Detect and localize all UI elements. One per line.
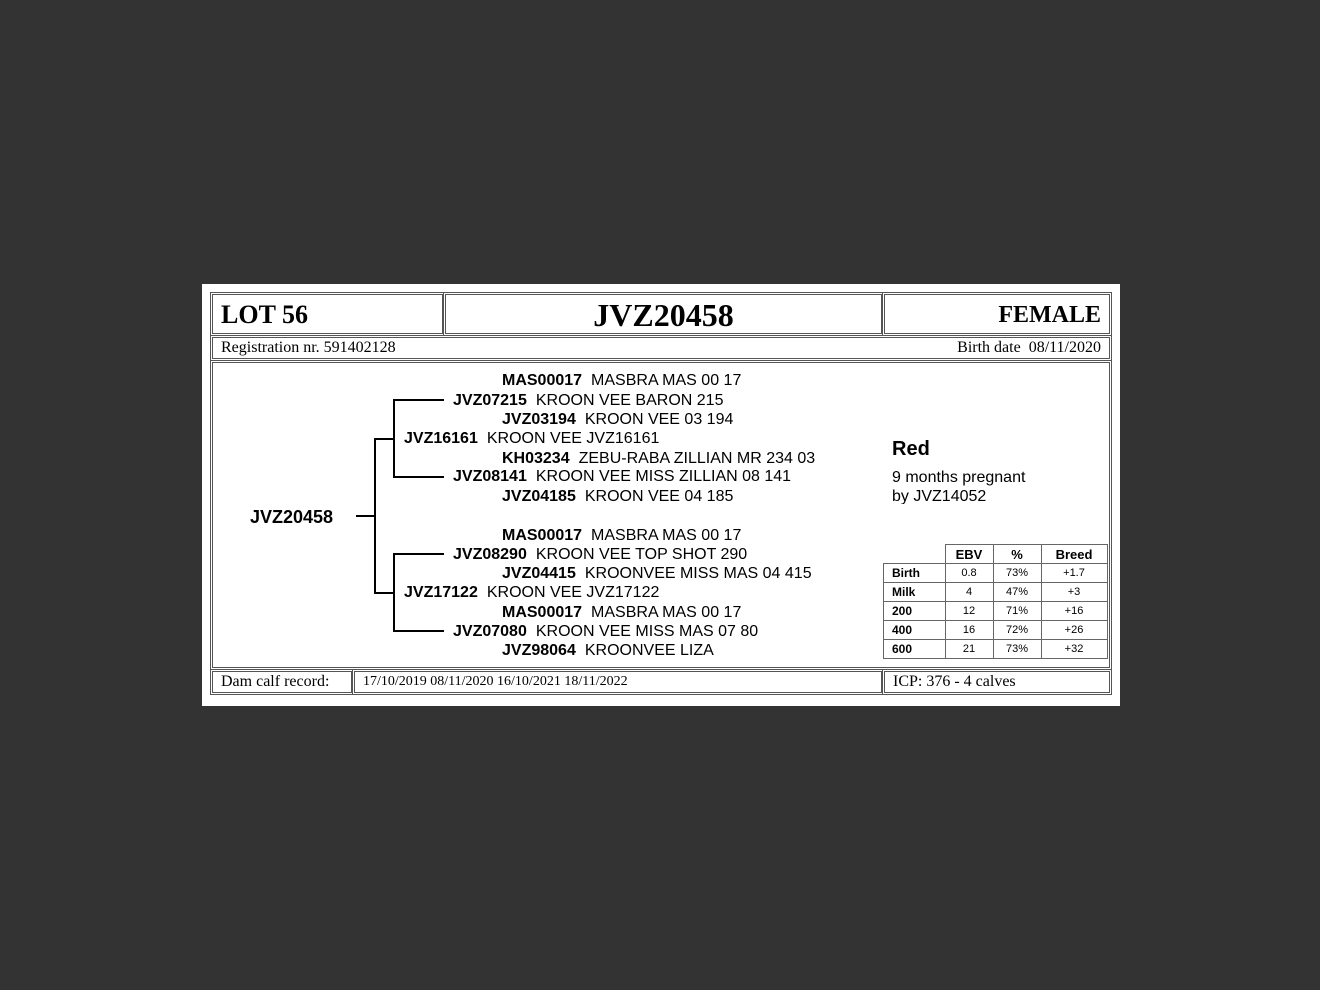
ebv-header: %: [993, 545, 1041, 564]
ebv-breed: +16: [1041, 602, 1107, 621]
icp-value: ICP: 376 - 4 calves: [893, 673, 1016, 690]
ebv-value: 4: [945, 583, 993, 602]
pedigree-connector: [393, 399, 395, 478]
ebv-row-label: 200: [884, 602, 946, 621]
ebv-row-label: 600: [884, 640, 946, 659]
info-row: [212, 337, 1110, 359]
ebv-row: [884, 640, 1108, 659]
pedigree-connector: [393, 553, 444, 555]
ebv-accuracy: 71%: [993, 602, 1041, 621]
ebv-accuracy: 47%: [993, 583, 1041, 602]
pedigree-connector: [393, 476, 444, 478]
pedigree-sire-dam-sire: KH03234 ZEBU-RABA ZILLIAN MR 234 03: [502, 450, 816, 467]
pregnancy-sire: by JVZ14052: [892, 488, 987, 504]
ebv-row-label: 400: [884, 621, 946, 640]
ebv-row: [884, 564, 1108, 583]
dam-calf-dates: 17/10/2019 08/11/2020 16/10/2021 18/11/2022: [363, 674, 628, 689]
pedigree-dam-dam-dam: JVZ98064 KROONVEE LIZA: [502, 642, 714, 659]
pedigree-dam-dam: JVZ07080 KROON VEE MISS MAS 07 80: [453, 623, 759, 640]
lot-cell: [212, 294, 443, 334]
animal-id: JVZ20458: [593, 297, 734, 333]
icp-cell: [884, 671, 1110, 693]
pedigree-connector: [393, 399, 444, 401]
pedigree-dam: JVZ17122 KROON VEE JVZ17122: [404, 584, 660, 601]
sex: FEMALE: [998, 302, 1101, 328]
pedigree-sire-dam: JVZ08141 KROON VEE MISS ZILLIAN 08 141: [453, 468, 792, 485]
dam-calf-dates-cell: [354, 671, 882, 693]
sex-cell: [884, 294, 1110, 334]
pedigree-dam-sire-sire: MAS00017 MASBRA MAS 00 17: [502, 527, 742, 544]
pedigree-connector: [393, 553, 395, 632]
ebv-row-label: Birth: [884, 564, 946, 583]
pedigree-connector: [356, 515, 375, 517]
ebv-breed: +3: [1041, 583, 1107, 602]
ebv-value: 0.8: [945, 564, 993, 583]
ebv-breed: +32: [1041, 640, 1107, 659]
ebv-value: 12: [945, 602, 993, 621]
pedigree-dam-dam-sire: MAS00017 MASBRA MAS 00 17: [502, 604, 742, 621]
ebv-row: [884, 583, 1108, 602]
birth-date: Birth date 08/11/2020: [957, 339, 1101, 356]
ebv-accuracy: 72%: [993, 621, 1041, 640]
ebv-value: 16: [945, 621, 993, 640]
ebv-header: EBV: [945, 545, 993, 564]
ebv-accuracy: 73%: [993, 640, 1041, 659]
dam-calf-label: Dam calf record:: [221, 673, 330, 690]
pedigree-connector: [374, 438, 394, 440]
pedigree-dam-sire-dam: JVZ04415 KROONVEE MISS MAS 04 415: [502, 565, 812, 582]
pedigree-dam-sire: JVZ08290 KROON VEE TOP SHOT 290: [453, 546, 748, 563]
pedigree-sire: JVZ16161 KROON VEE JVZ16161: [404, 430, 660, 447]
ebv-accuracy: 73%: [993, 564, 1041, 583]
ebv-breed: +1.7: [1041, 564, 1107, 583]
pedigree-connector: [374, 592, 394, 594]
pregnancy-sire-clip: [892, 487, 1092, 504]
ebv-corner: [884, 545, 946, 564]
pedigree-sire-sire: JVZ07215 KROON VEE BARON 215: [453, 392, 724, 409]
pedigree-sire-sire-sire: MAS00017 MASBRA MAS 00 17: [502, 372, 742, 389]
pedigree-sire-dam-dam: JVZ04185 KROON VEE 04 185: [502, 488, 734, 505]
dam-calf-label-cell: [212, 671, 352, 693]
ebv-table: [883, 544, 1108, 659]
pedigree-subject: JVZ20458: [250, 507, 334, 527]
lot-number: LOT 56: [221, 300, 308, 329]
lot-card: [202, 284, 1120, 706]
ebv-row-label: Milk: [884, 583, 946, 602]
registration-number: Registration nr. 591402128: [221, 339, 396, 356]
ebv-row: [884, 602, 1108, 621]
ebv-header: Breed: [1041, 545, 1107, 564]
animal-id-cell: [445, 294, 882, 334]
pedigree-connector: [374, 438, 376, 593]
ebv-row: [884, 621, 1108, 640]
ebv-header-row: [884, 545, 1108, 564]
pedigree-connector: [393, 630, 444, 632]
ebv-breed: +26: [1041, 621, 1107, 640]
ebv-value: 21: [945, 640, 993, 659]
pedigree-sire-sire-dam: JVZ03194 KROON VEE 03 194: [502, 411, 734, 428]
coat-color: Red: [892, 438, 930, 460]
pregnancy-status: 9 months pregnant: [892, 469, 1026, 486]
